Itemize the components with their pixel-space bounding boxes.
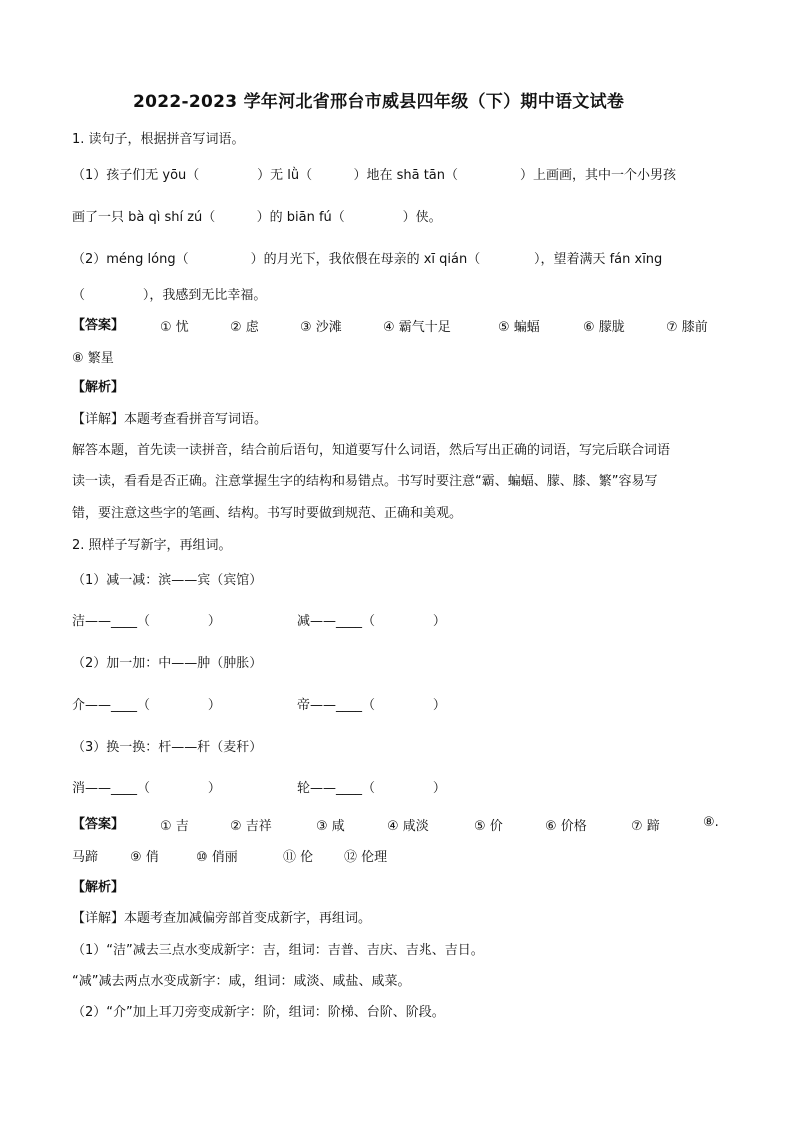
- q2-answer-item: ⑫ 伦理: [344, 850, 388, 865]
- q1-para: 解答本题，首先读一读拼音，结合前后语句，知道要写什么词语，然后写出正确的词语，写完后联合词语: [72, 443, 671, 458]
- q2-blank: 减——____（ ）: [297, 614, 446, 629]
- q1-answer-item: ⑥ 朦胧: [583, 320, 625, 335]
- q2-answer-item: 马蹄: [72, 850, 99, 865]
- q2-blank: 洁——____（ ）: [72, 614, 221, 629]
- q2-explain: （2）“介”加上耳刀旁变成新字：阶，组词：阶梯、台阶、阶段。: [72, 1005, 445, 1020]
- q1-answer-item: ③ 沙滩: [300, 320, 342, 335]
- q1-line4: （ ），我感到无比幸福。: [72, 288, 267, 303]
- q2-blank: 介——____（ ）: [72, 698, 221, 713]
- page-title: 2022-2023 学年河北省邢台市威县四年级（下）期中语文试卷: [133, 92, 625, 112]
- q1-answer-item: ④ 霸气十足: [383, 320, 451, 335]
- q1-line3: （2）méng lóng（ ）的月光下，我依偎在母亲的 xī qián（ ），望着满天 fán xīng: [72, 252, 663, 267]
- q1-prompt: 1. 读句子，根据拼音写词语。: [72, 132, 245, 147]
- q2-answer-item: ⑨ 俏: [130, 850, 159, 865]
- q1-detail: 【详解】本题考查看拼音写词语。: [72, 412, 268, 427]
- q2-blank: 消——____（ ）: [72, 781, 221, 796]
- q1-answer-item: ⑦ 膝前: [666, 320, 708, 335]
- q2-answer-item: ③ 咸: [316, 819, 345, 834]
- q2-sample-2: （2）加一加：中——肿（肿胀）: [72, 656, 263, 671]
- q1-answer-item: ⑧ 繁星: [72, 351, 114, 366]
- q2-explain: （1）“洁”减去三点水变成新字：吉，组词：吉普、吉庆、吉兆、吉日。: [72, 943, 484, 958]
- q1-analysis-tag: 【解析】: [72, 380, 125, 395]
- q2-analysis-tag: 【解析】: [72, 880, 125, 895]
- q2-answer-item: ⑧.: [703, 815, 719, 830]
- q2-answer-item: ① 吉: [160, 819, 189, 834]
- q2-answer-item: ⑩ 俏丽: [196, 850, 238, 865]
- q1-answer-item: ① 忧: [160, 320, 189, 335]
- q2-prompt: 2. 照样子写新字，再组词。: [72, 538, 232, 553]
- q2-detail: 【详解】本题考查加减偏旁部首变成新字，再组词。: [72, 911, 372, 926]
- q2-answer-item: ⑤ 价: [474, 819, 503, 834]
- q2-explain: “减”减去两点水变成新字：咸，组词：咸淡、咸盐、咸菜。: [72, 974, 411, 989]
- q2-blank: 轮——____（ ）: [297, 781, 446, 796]
- q1-para: 读一读，看看是否正确。注意掌握生字的结构和易错点。书写时要注意“霸、蝙蝠、朦、膝、繁”容易写: [72, 474, 658, 489]
- q1-para: 错，要注意这些字的笔画、结构。书写时要做到规范、正确和美观。: [72, 506, 463, 521]
- q1-line2: 画了一只 bà qì shí zú（ ）的 biān fú（ ）侠。: [72, 210, 442, 225]
- q1-line1: （1）孩子们无 yōu（ ）无 lǜ（ ）地在 shā tān（ ）上画画，其中一个小男孩: [72, 168, 676, 183]
- q2-answer-tag: 【答案】: [72, 817, 125, 832]
- q2-blank: 帝——____（ ）: [297, 698, 446, 713]
- q2-sample-1: （1）减一减：滨——宾（宾馆）: [72, 573, 263, 588]
- q2-sample-3: （3）换一换：杆——秆（麦秆）: [72, 740, 263, 755]
- q2-answer-item: ④ 咸淡: [387, 819, 429, 834]
- q2-answer-item: ② 吉祥: [230, 819, 272, 834]
- q2-answer-item: ⑥ 价格: [545, 819, 587, 834]
- q2-answer-item: ⑪ 伦: [283, 850, 314, 865]
- q1-answer-item: ② 虑: [230, 320, 259, 335]
- q1-answer-tag: 【答案】: [72, 318, 125, 333]
- q2-answer-item: ⑦ 蹄: [631, 819, 660, 834]
- q1-answer-item: ⑤ 蝙蝠: [498, 320, 540, 335]
